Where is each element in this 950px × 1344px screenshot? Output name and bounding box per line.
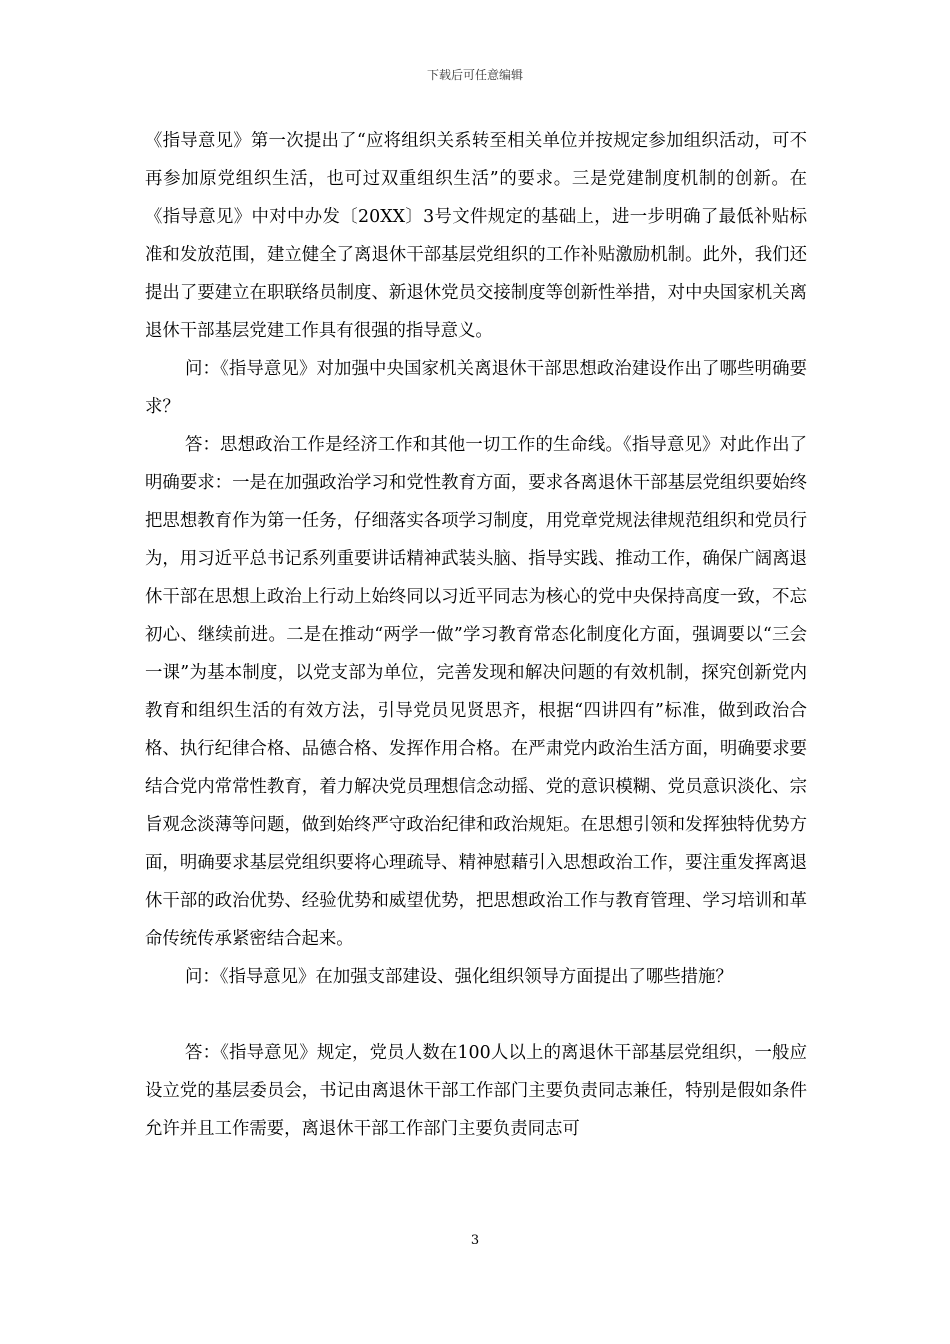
answer-paragraph: 答：《指导意见》规定，党员人数在100人以上的离退休干部基层党组织，一般应设立党的基层委员会，书记由离退休干部工作部门主要负责同志兼任，特别是假如条件允许并且工作需要，离退休干部工作部门主要负责同志可 [145, 1043, 807, 1139]
question-paragraph: 问：《指导意见》在加强支部建设、强化组织领导方面提出了哪些措施？ [185, 967, 733, 987]
answer-paragraph: 答：思想政治工作是经济工作和其他一切工作的生命线。《指导意见》对此作出了明确要求：一是在加强政治学习和党性教育方面，要求各离退休干部基层党组织要始终把思想教育作为第一任务，仔细落实各项学习制度，用党章党规法律规范组织和党员行为，用习近平总书记系列重要讲话精神武装头脑、指导实践、推动工作，确保广阔离退休干部在思想上政治上行动上始终同以习近平同志为核心的党中央保持高度一致，不忘初心、继续前进。二是在推动“两学一做”学习教育常态化制度化方面，强调要以“三会一课”为基本制度，以党支部为单位，完善发现和解决问题的有效机制，探究创新党内教育和组织生活的有效方法，引导党员见贤思齐，根据“四讲四有”标准，做到政治合格、执行纪律合格、品德合格、发挥作用合格。在严肃党内政治生活方面，明确要求要结合党内常常性教育，着力解决党员理想信念动摇、党的意识模糊、党员意识淡化、宗旨观念淡薄等问题，做到始终严守政治纪律和政治规矩。在思想引领和发挥独特优势方面，明确要求基层党组织要将心理疏导、精神慰藉引入思想政治工作，要注重发挥离退休干部的政治优势、经验优势和威望优势，把思想政治工作与教育管理、学习培训和革命传统传承紧密结合起来。 [145, 435, 807, 949]
page-number: 3 [470, 1233, 480, 1248]
paragraph-continuation: 《指导意见》第一次提出了“应将组织关系转至相关单位并按规定参加组织活动，可不再参加原党组织生活，也可过双重组织生活”的要求。三是党建制度机制的创新。在《指导意见》中对中办发〔20XX〕3号文件规定的基础上，进一步明确了最低补贴标准和发放范围，建立健全了离退休干部基层党组织的工作补贴激励机制。此外，我们还提出了要建立在职联络员制度、新退休党员交接制度等创新性举措，对中央国家机关离退休干部基层党建工作具有很强的指导意义。 [145, 131, 807, 341]
document-body [145, 122, 807, 1148]
page-header: 下载后可任意编辑 [426, 68, 523, 82]
question-paragraph: 问：《指导意见》对加强中央国家机关离退休干部思想政治建设作出了哪些明确要求？ [145, 359, 807, 417]
